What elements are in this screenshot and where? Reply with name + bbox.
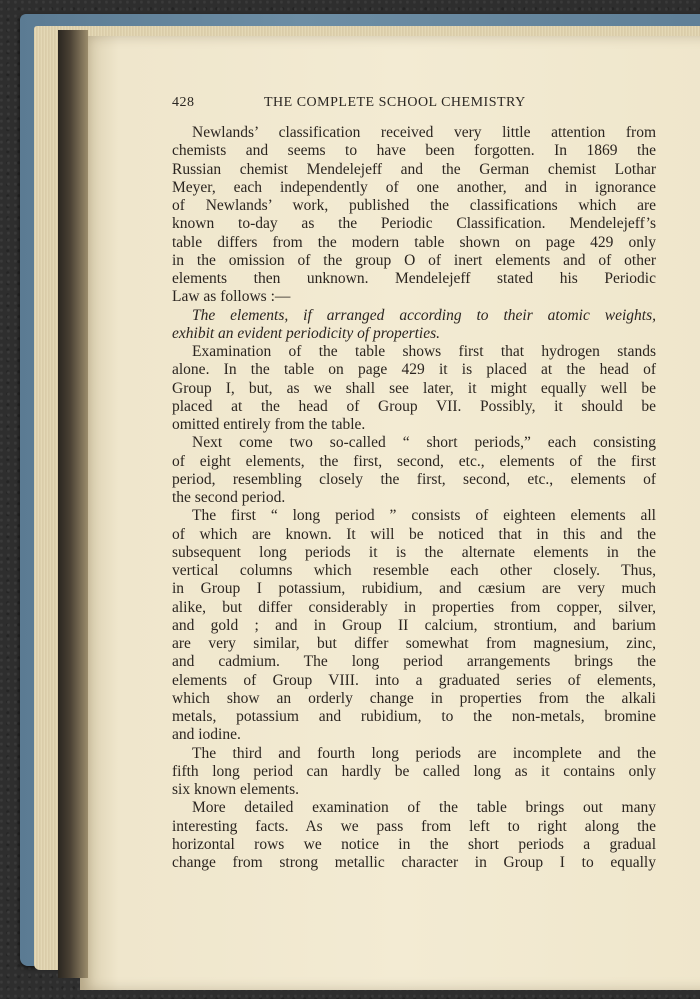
page-number: 428 <box>172 95 195 110</box>
periodic-law-quote: The elements, if arranged according to their atomic weights, <box>192 306 656 324</box>
text-line: six known elements. <box>172 781 299 798</box>
text-line: in the omission of the group O of inert elements and of other <box>172 251 656 269</box>
text-line: Law as follows :— <box>172 288 291 306</box>
text-line: subsequent long periods it is the alternate elements in the <box>172 543 656 561</box>
text-line: are very similar, but differ somewhat from magnesium, zinc, <box>172 635 656 652</box>
text-line: Group I, but, as we shall see later, it might equally well be <box>172 379 656 397</box>
text-line: interesting facts. As we pass from left to right along the <box>172 817 656 835</box>
text-line: and gold ; and in Group II calcium, strontium, and barium <box>172 616 656 634</box>
book-gutter <box>58 30 88 978</box>
text-line: elements then unknown. Mendelejeff stated his Periodic <box>172 270 656 287</box>
text-line: known to-day as the Periodic Classification. Mendelejeff’s <box>172 215 656 233</box>
text-line: More detailed examination of the table brings out many <box>192 799 656 817</box>
text-line: of Newlands’ work, published the classifications which are <box>172 197 656 214</box>
text-line: and cadmium. The long period arrangements brings the <box>172 653 656 671</box>
text-line: alone. In the table on page 429 it is placed at the head of <box>172 361 656 379</box>
text-line: elements of Group VIII. into a graduated series of elements, <box>172 671 656 689</box>
text-line: fifth long period can hardly be called long as it contains only <box>172 762 656 780</box>
text-line: The third and fourth long periods are incomplete and the <box>192 744 656 762</box>
text-line: horizontal rows we notice in the short periods a gradual <box>172 835 656 853</box>
text-line: placed at the head of Group VII. Possibly, it should be <box>172 397 656 415</box>
text-line: which show an orderly change in properties from the alkali <box>172 689 656 707</box>
periodic-law-quote: exhibit an evident periodicity of properties. <box>172 324 441 342</box>
text-line: vertical columns which resemble each other closely. Thus, <box>172 562 656 579</box>
text-line: in Group I potassium, rubidium, and cæsium are very much <box>172 580 656 598</box>
text-line: alike, but differ considerably in properties from copper, silver, <box>172 598 656 616</box>
text-line: period, resembling closely the first, second, etc., elements of <box>172 470 656 488</box>
text-line: Meyer, each independently of one another, and in ignorance <box>172 178 656 196</box>
text-line: omitted entirely from the table. <box>172 416 366 433</box>
text-line: Examination of the table shows first that hydrogen stands <box>192 343 656 360</box>
text-line: of which are known. It will be noticed that in this and the <box>172 525 656 543</box>
body-text <box>172 124 656 872</box>
text-line: the second period. <box>172 489 286 506</box>
running-head: THE COMPLETE SCHOOL CHEMISTRY <box>264 95 526 110</box>
text-line: Russian chemist Mendelejeff and the German chemist Lothar <box>172 160 656 178</box>
text-line: table differs from the modern table shown on page 429 only <box>172 233 656 251</box>
text-line: metals, potassium and rubidium, to the non-metals, bromine <box>172 708 656 725</box>
text-line: Next come two so-called “ short periods,” each consisting <box>192 434 656 452</box>
text-line: and iodine. <box>172 726 241 744</box>
text-line: of eight elements, the first, second, etc., elements of the first <box>172 452 656 470</box>
text-line: chemists and seems to have been forgotten. In 1869 the <box>172 142 656 160</box>
text-line: The first “ long period ” consists of eighteen elements all <box>192 507 656 525</box>
text-line: Newlands’ classification received very little attention from <box>192 124 656 141</box>
text-line: change from strong metallic character in Group I to equally <box>172 854 656 871</box>
